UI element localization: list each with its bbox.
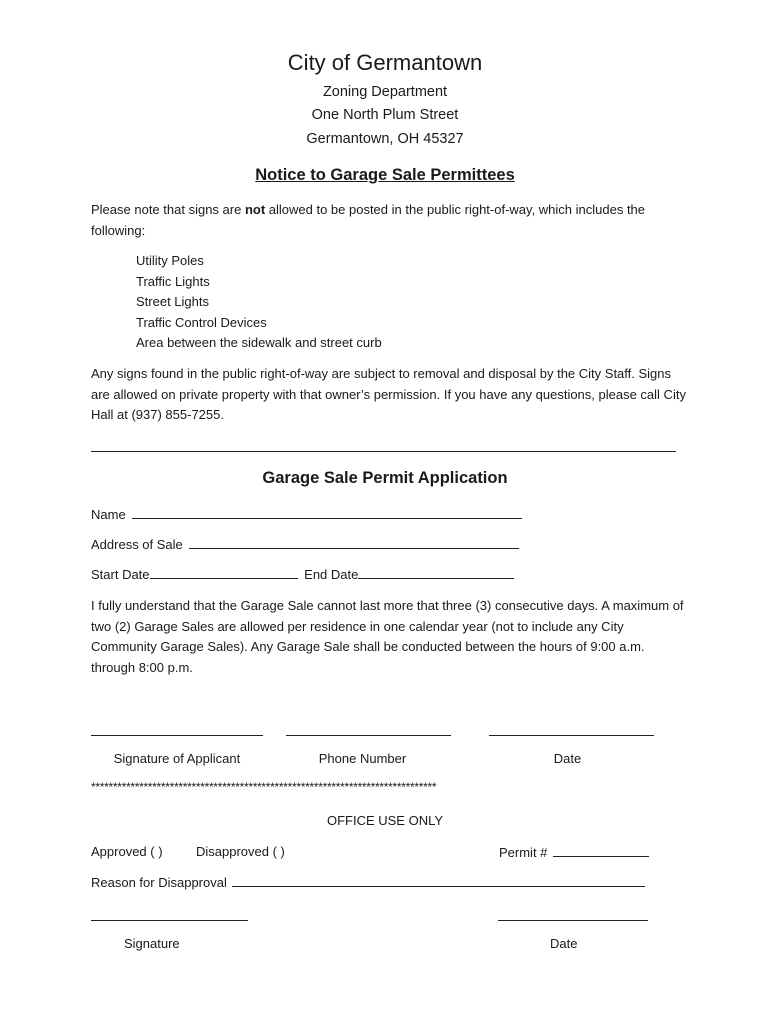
- department-name: Zoning Department: [322, 84, 448, 100]
- application-terms: I fully understand that the Garage Sale cannot last more that three (3) consecutive days. A maximum of two (2) Garage Sales are allowed per residence in one calendar year (not to include any City Community Garage Sales). Any Garage Sale shall be conducted between the hours of 9:00 a.m. through 8:00 p.m.: [91, 598, 684, 675]
- dates-row: [91, 566, 514, 582]
- list-item: Traffic Lights: [136, 273, 210, 289]
- name-label: Name: [91, 507, 126, 522]
- start-date-field[interactable]: [150, 566, 298, 579]
- applicant-date-line[interactable]: [489, 735, 654, 736]
- office-use-heading: OFFICE USE ONLY: [326, 813, 444, 828]
- notice-title: Notice to Garage Sale Permittees: [255, 166, 515, 184]
- phone-number-label: Phone Number: [318, 751, 407, 766]
- prohibited-locations-list: [136, 251, 382, 354]
- office-date-line[interactable]: [498, 920, 648, 921]
- asterisk-separator: *******************************************************************************: [91, 780, 437, 794]
- reason-field[interactable]: [232, 874, 645, 887]
- end-date-field[interactable]: [358, 566, 514, 579]
- name-row: [91, 506, 522, 522]
- permit-number-field[interactable]: [553, 844, 649, 857]
- name-field[interactable]: [132, 506, 522, 519]
- address-row: [91, 536, 519, 552]
- applicant-date-label: Date: [553, 751, 582, 766]
- address-label: Address of Sale: [91, 537, 183, 552]
- phone-number-line[interactable]: [286, 735, 451, 736]
- permit-number-label: Permit #: [499, 845, 548, 860]
- applicant-signature-label: Signature of Applicant: [113, 751, 241, 766]
- list-item: Area between the sidewalk and street curb: [136, 335, 382, 350]
- reason-row: [91, 874, 645, 890]
- reason-label: Reason for Disapproval: [91, 875, 227, 890]
- disapproved-checkbox[interactable]: Disapproved ( ): [196, 844, 285, 859]
- office-signature-label: Signature: [124, 936, 180, 951]
- city-state-zip: Germantown, OH 45327: [306, 131, 464, 147]
- approved-checkbox[interactable]: Approved ( ): [91, 844, 163, 859]
- city-title: City of Germantown: [287, 50, 483, 75]
- notice-intro-end: allowed to be posted in the public right-of-way, which includes the following:: [91, 202, 646, 238]
- list-item: Street Lights: [136, 294, 209, 309]
- application-title: Garage Sale Permit Application: [262, 469, 508, 487]
- notice-body: Any signs found in the public right-of-way are subject to removal and disposal by the City Staff. Signs are allowed on private property with that owner’s permission. If you have any questions, please call City Hall at (937) 855-7255.: [91, 366, 686, 422]
- list-item: Traffic Control Devices: [136, 314, 267, 330]
- office-signature-line[interactable]: [91, 920, 248, 921]
- notice-intro-start: Please note that signs are: [91, 202, 245, 217]
- section-divider: [91, 451, 676, 452]
- applicant-signature-line[interactable]: [91, 735, 263, 736]
- list-item: Utility Poles: [136, 253, 204, 268]
- permit-number-row: [499, 844, 649, 860]
- notice-intro: [91, 200, 691, 241]
- notice-intro-bold: not: [244, 202, 266, 217]
- address-field[interactable]: [189, 536, 519, 549]
- start-date-label: Start Date: [91, 567, 150, 582]
- street-address: One North Plum Street: [311, 107, 459, 123]
- office-date-label: Date: [550, 936, 578, 951]
- end-date-label: End Date: [304, 567, 359, 582]
